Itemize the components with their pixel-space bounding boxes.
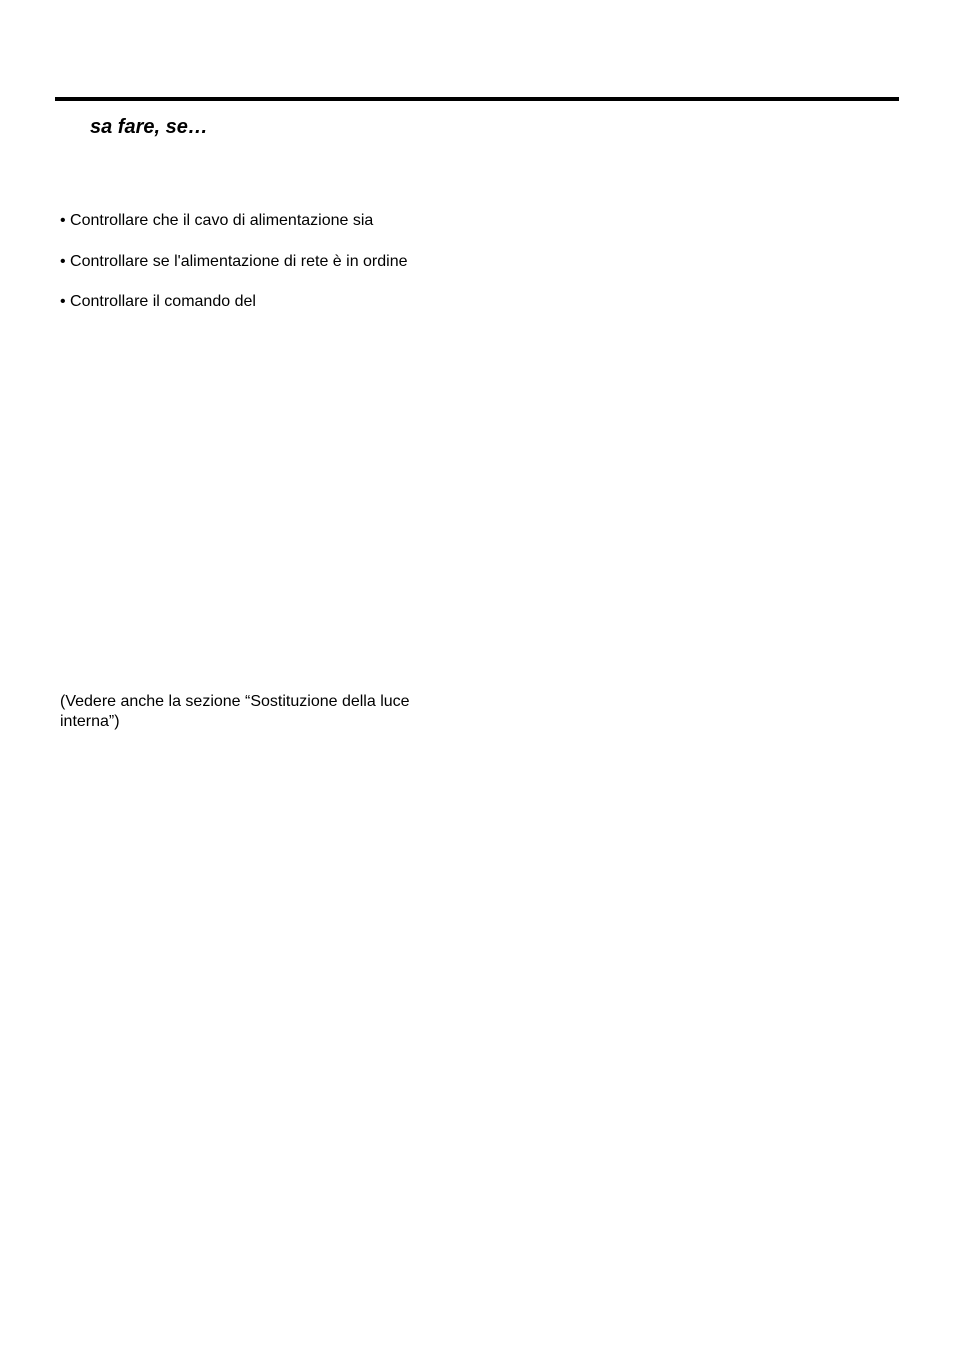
bullet-item-control: • Controllare il comando del bbox=[60, 293, 256, 310]
bullet-item-power-cable: • Controllare che il cavo di alimentazione sia bbox=[60, 212, 374, 229]
header-rule bbox=[55, 97, 899, 101]
reference-note bbox=[60, 692, 480, 732]
reference-note-line-1: (Vedere anche la sezione “Sostituzione della luce bbox=[60, 693, 410, 710]
section-heading: sa fare, se… bbox=[90, 116, 208, 138]
bullet-item-mains-supply: • Controllare se l'alimentazione di rete è in ordine bbox=[60, 253, 408, 270]
reference-note-line-2: interna”) bbox=[60, 713, 120, 730]
